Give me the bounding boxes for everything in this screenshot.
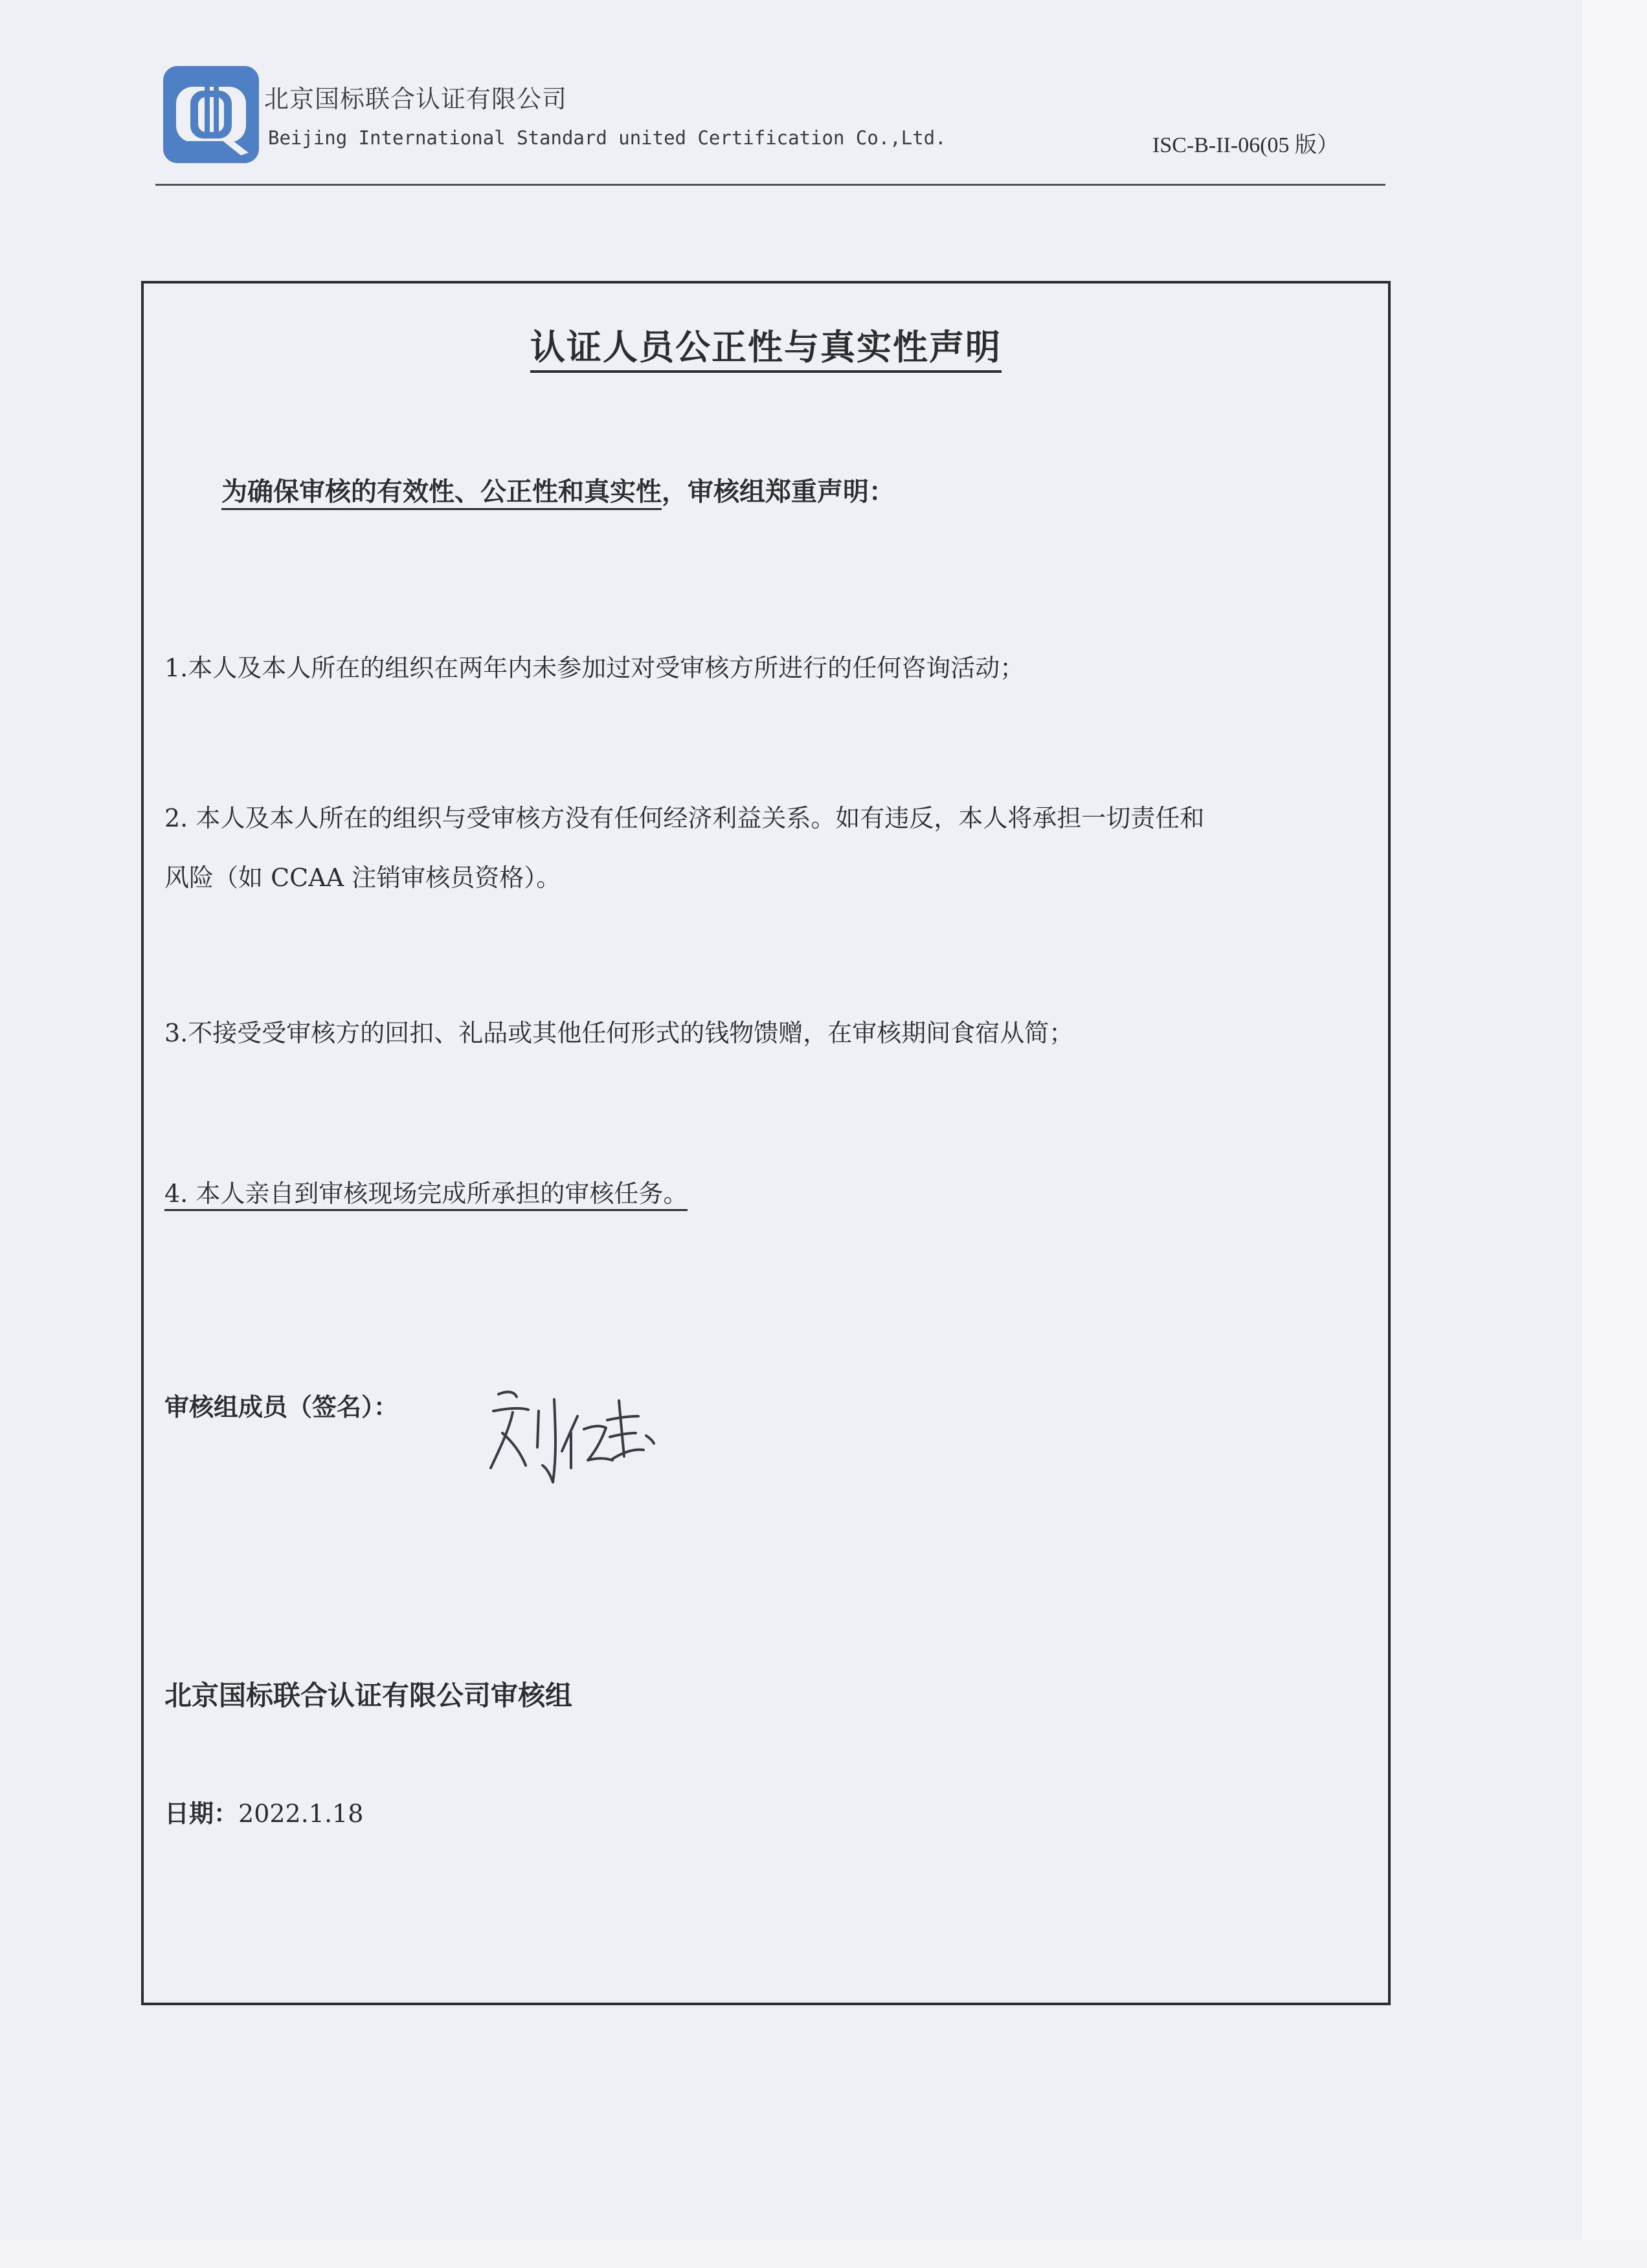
company-name-chinese: 北京国标联合认证有限公司 [264, 85, 568, 113]
date-label: 日期： [164, 1799, 239, 1828]
scan-edge [1582, 0, 1647, 2268]
header-divider [155, 184, 1385, 186]
letterhead [0, 0, 1582, 194]
company-name-english: Beijing International Standard united Certification Co.,Ltd. [268, 127, 947, 149]
declaration-item-2-line-1: 2. 本人及本人所在的组织与受审核方没有任何经济利益关系。如有违反，本人将承担一切责任和 [164, 804, 1205, 832]
members-signature-label: 审核组成员（签名）： [164, 1392, 399, 1421]
document-code: ISC-B-II-06(05 版） [1152, 133, 1339, 157]
declaration-item-4: 4. 本人亲自到审核现场完成所承担的审核任务。 [164, 1164, 1375, 1223]
intro-rest: ，审核组郑重声明： [662, 476, 895, 507]
scan-edge [0, 2240, 1647, 2268]
intro-statement [221, 462, 1432, 522]
declaration-frame [141, 281, 1391, 2005]
handwritten-signature [474, 1371, 681, 1507]
date-value: 2022.1.18 [238, 1799, 364, 1828]
declaration-item-1: 1.本人及本人所在的组织在两年内未参加过对受审核方所进行的任何咨询活动； [164, 654, 1025, 682]
document-title: 认证人员公正性与真实性声明 [144, 320, 1388, 370]
company-logo-icon [162, 65, 260, 164]
declaration-item-2 [164, 788, 1375, 907]
declaration-item-3: 3.不接受受审核方的回扣、礼品或其他任何形式的钱物馈赠，在审核期间食宿从简； [164, 1019, 1074, 1047]
intro-underlined: 为确保审核的有效性、公正性和真实性 [221, 476, 662, 510]
declaration-item-2-line-2: 风险（如 CCAA 注销审核员资格）。 [164, 863, 561, 892]
issuing-organization: 北京国标联合认证有限公司审核组 [164, 1680, 573, 1711]
date-line [164, 1784, 1375, 1843]
